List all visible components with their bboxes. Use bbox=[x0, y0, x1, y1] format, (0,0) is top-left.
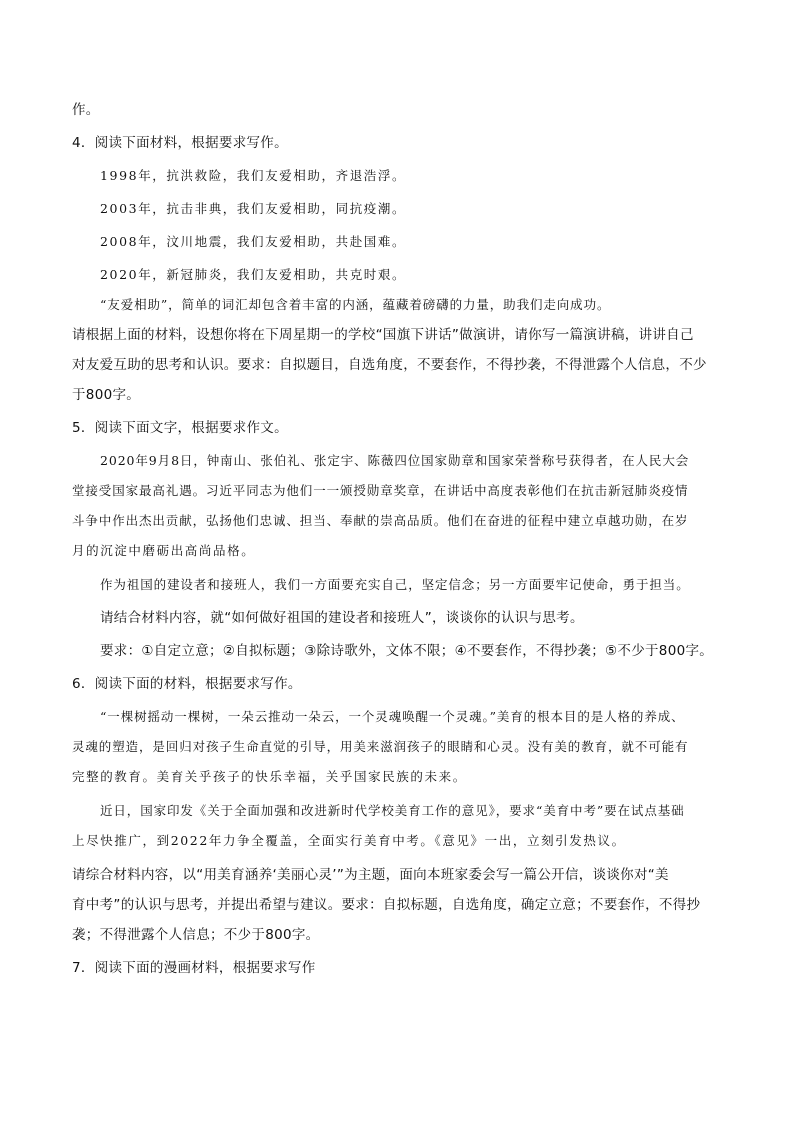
question-heading: 5．阅读下面文字，根据要求作文。 bbox=[72, 420, 288, 436]
quote-line: 2020年9月8日，钟南山、张伯礼、张定宇、陈薇四位国家勋章和国家荣誉称号获得者，在人民大会 bbox=[100, 453, 690, 468]
quote-line: 月的沉淀中磨砺出高尚品格。 bbox=[72, 543, 256, 558]
text-line: 袭；不得泄露个人信息；不少于800字。 bbox=[72, 927, 320, 943]
question-heading: 7．阅读下面的漫画材料，根据要求写作 bbox=[72, 960, 316, 976]
text-line: 请结合材料内容，就“如何做好祖国的建设者和接班人”，谈谈你的认识与思考。 bbox=[100, 610, 584, 626]
quote-line: 2003年，抗击非典，我们友爱相助，同抗疫潮。 bbox=[100, 201, 407, 216]
quote-line: “友爱相助”，简单的词汇却包含着丰富的内涵，蕴藏着磅礴的力量，助我们走向成功。 bbox=[100, 297, 611, 312]
requirements-line: 要求：①自定立意；②自拟标题；③除诗歌外，文体不限；④不要套作，不得抄袭；⑤不少于800字。 bbox=[100, 643, 714, 659]
text-line: 请综合材料内容，以“用美育涵养‘美丽心灵’”为主题，面向本班家委会写一篇公开信，谈谈你对“美 bbox=[72, 867, 669, 883]
question-heading: 6．阅读下面的材料，根据要求写作。 bbox=[72, 676, 302, 692]
text-line: 请根据上面的材料，设想你将在下周星期一的学校“国旗下讲话”做演讲，请你写一篇演讲稿，讲讲自己 bbox=[72, 327, 694, 343]
quote-line: 斗争中作出杰出贡献，弘扬他们忠诚、担当、奉献的崇高品质。他们在奋进的征程中建立卓越功勋，在岁 bbox=[72, 513, 689, 528]
quote-line: 近日，国家印发《关于全面加强和改进新时代学校美育工作的意见》，要求“美育中考”要在试点基础 bbox=[100, 803, 685, 818]
quote-line: 上尽快推广，到2022年力争全覆盖，全面实行美育中考。《意见》一出，立刻引发热议。 bbox=[72, 833, 626, 848]
quote-line: “一棵树摇动一棵树，一朵云推动一朵云，一个灵魂唤醒一个灵魂。”美育的根本目的是人格的养成、 bbox=[100, 709, 685, 724]
quote-line: 1998年，抗洪救险，我们友爱相助，齐退浩浮。 bbox=[100, 168, 407, 183]
text-line: 对友爱互助的思考和认识。要求：自拟题目，自选角度，不要套作，不得抄袭，不得泄露个人信息，不少 bbox=[72, 357, 707, 373]
quote-line: 堂接受国家最高礼遇。习近平同志为他们一一颁授勋章奖章，在讲话中高度表彰他们在抗击新冠肺炎疫情 bbox=[72, 483, 689, 498]
quote-line: 2020年，新冠肺炎，我们友爱相助，共克时艰。 bbox=[100, 267, 407, 282]
text-line: 作。 bbox=[72, 102, 100, 118]
question-heading: 4．阅读下面材料，根据要求写作。 bbox=[72, 135, 288, 151]
text-line: 育中考”的认识与思考，并提出希望与建议。要求：自拟标题，自选角度，确定立意；不要套作，不得抄 bbox=[72, 897, 701, 913]
quote-line: 2008年，汶川地震，我们友爱相助，共赴国难。 bbox=[100, 234, 407, 249]
text-line: 于800字。 bbox=[72, 387, 141, 403]
quote-line: 作为祖国的建设者和接班人，我们一方面要充实自己，坚定信念；另一方面要牢记使命，勇于担当。 bbox=[100, 577, 690, 592]
quote-line: 灵魂的塑造，是回归对孩子生命直觉的引导，用美来滋润孩子的眼睛和心灵。没有美的教育，就不可能有 bbox=[72, 739, 689, 754]
quote-line: 完整的教育。美育关乎孩子的快乐幸福，关乎国家民族的未来。 bbox=[72, 769, 467, 784]
